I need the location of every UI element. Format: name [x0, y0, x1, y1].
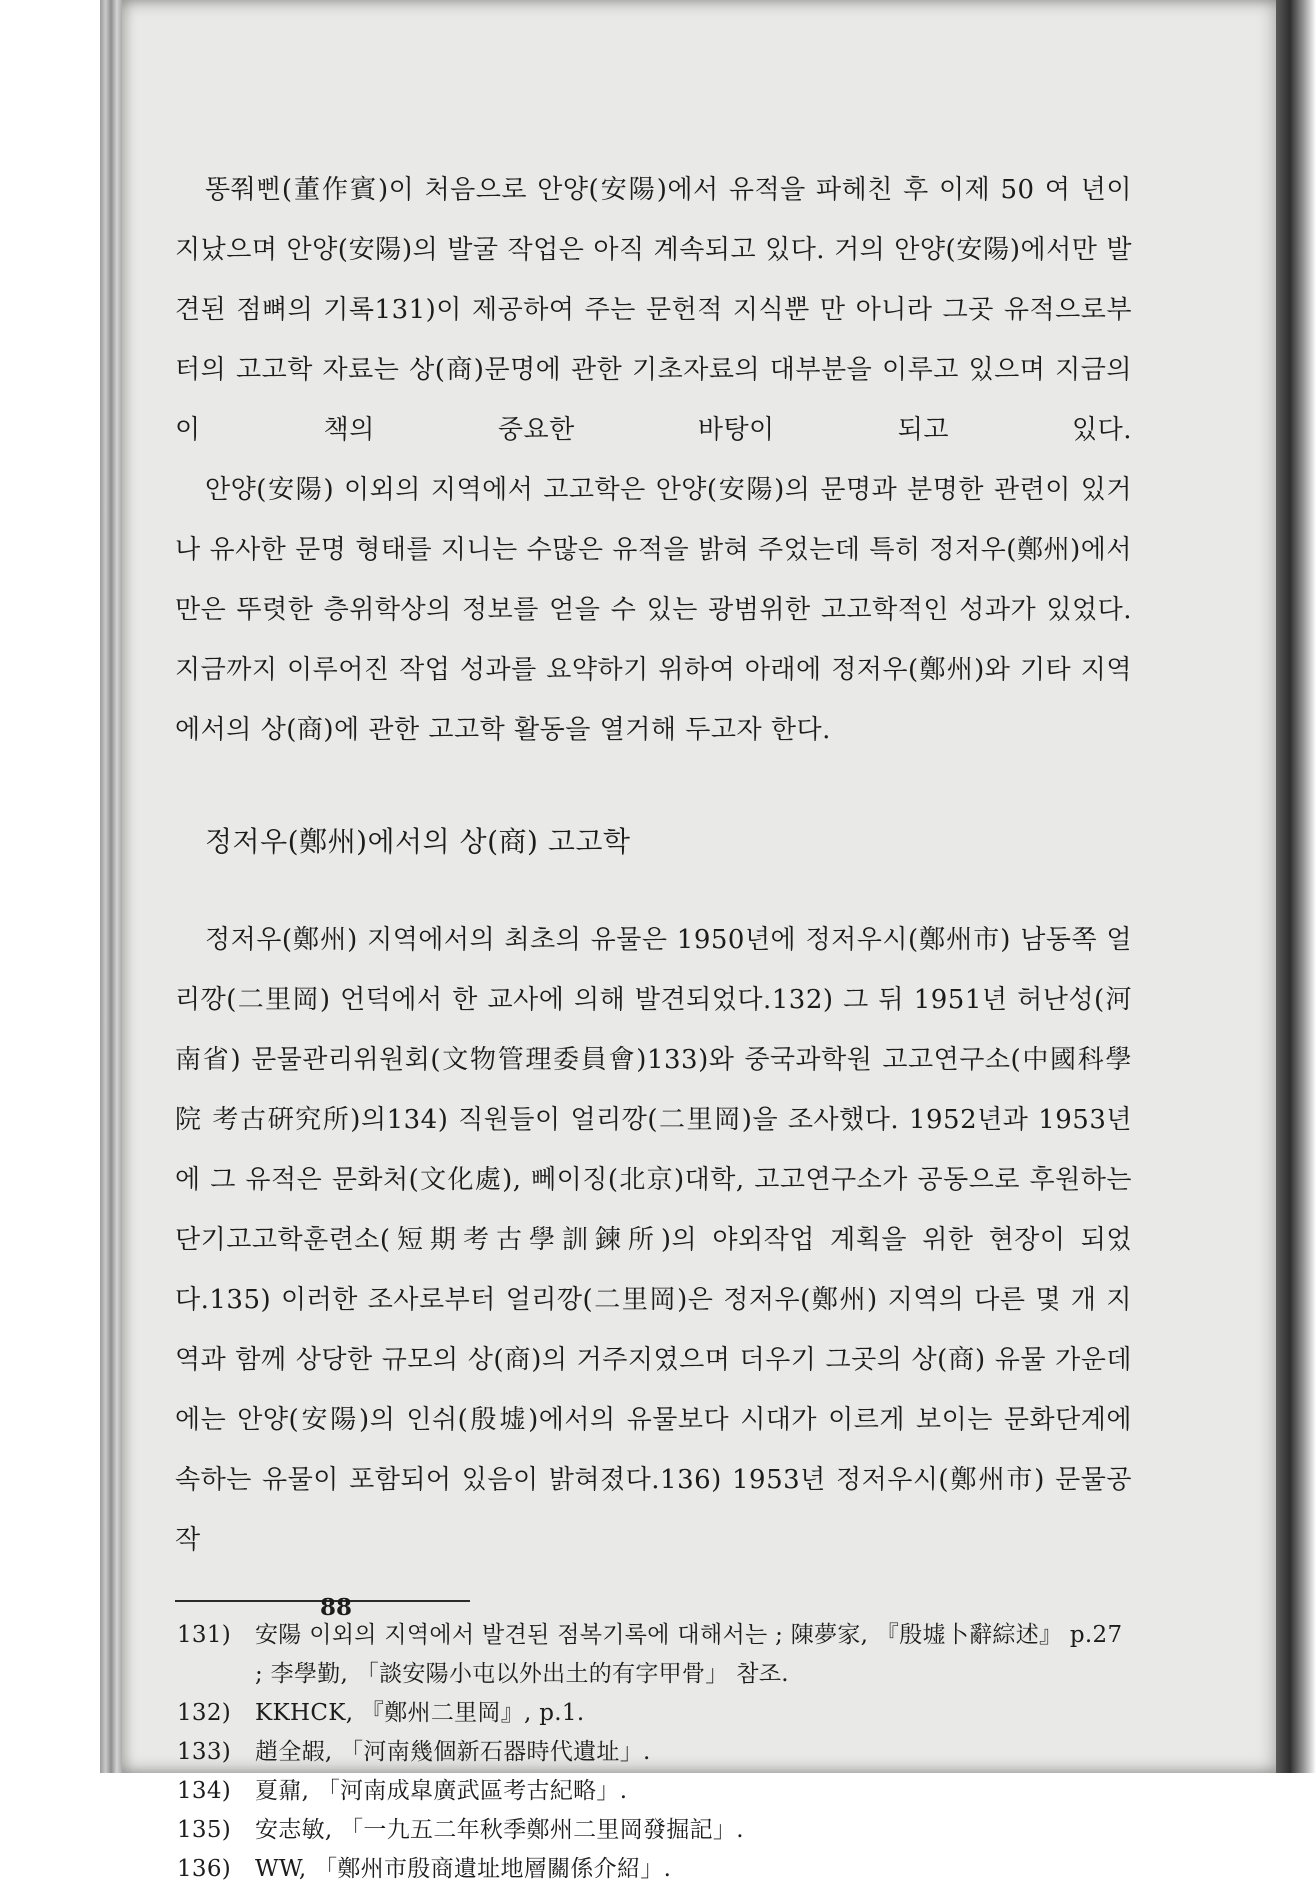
section-body — [175, 910, 1132, 1570]
footnote-132 — [175, 1694, 1132, 1733]
page-number: 88 — [320, 1594, 353, 1621]
footnote-text: 趙全嘏, 「河南幾個新石器時代遺址」. — [255, 1739, 651, 1765]
footnote-text: KKHCK, 『鄭州二里岡』, p.1. — [255, 1700, 585, 1726]
footnote-136 — [175, 1850, 1132, 1889]
page-content — [175, 160, 1132, 1889]
paragraph-1: 똥쭤삔(董作賓)이 처음으로 안양(安陽)에서 유적을 파헤친 후 이제 50 여 년이 지났으며 안양(安陽)의 발굴 작업은 아직 계속되고 있다. 거의 안양(安陽)에서만 발견된 점뼈의 기록131)이 제공하여 주는 문헌적 지식뿐 만 아니라 그곳 유적으로부터의 고고학 자료는 상(商)문명에 관한 기초자료의 대부분을 이루고 있으며 지금의 이 책의 중요한 바탕이 되고 있다. — [175, 175, 1132, 445]
intro-paragraphs — [175, 160, 1132, 760]
footnote-number: 133) — [177, 1739, 232, 1765]
footnote-text: 安陽 이외의 지역에서 발견된 점복기록에 대해서는 ; 陳夢家, 『殷墟卜辭綜述』 p.27 ; 李學勤, 「談安陽小屯以外出土的有字甲骨」 참조. — [255, 1622, 1123, 1687]
footnote-number: 132) — [177, 1700, 232, 1726]
section-paragraph: 정저우(鄭州) 지역에서의 최초의 유물은 1950년에 정저우시(鄭州市) 남동쪽 얼리깡(二里岡) 언덕에서 한 교사에 의해 발견되었다.132) 그 뒤 1951년 허난성(河南省) 문물관리위원회(文物管理委員會)133)와 중국과학원 고고연구소(中國科學院 考古硏究所)의134) 직원들이 얼리깡(二里岡)을 조사했다. 1952년과 1953년에 그 유적은 문화처(文化處), 뻬이징(北京)대학, 고고연구소가 공동으로 후원하는 단기고고학훈련소(短期考古學訓鍊所)의 야외작업 계획을 위한 현장이 되었다.135) 이러한 조사로부터 얼리깡(二里岡)은 정저우(鄭州) 지역의 다른 몇 개 지역과 함께 상당한 규모의 상(商)의 거주지였으며 더우기 그곳의 상(商) 유물 가운데에는 안양(安陽)의 인쉬(殷墟)에서의 유물보다 시대가 이르게 보이는 문화단계에 속하는 유물이 포함되어 있음이 밝혀졌다.136) 1953년 정저우시(鄭州市) 문물공작 — [175, 925, 1132, 1555]
footnote-135 — [175, 1811, 1132, 1850]
footnote-131 — [175, 1616, 1132, 1694]
binding-shadow — [1276, 0, 1316, 1773]
footnote-number: 135) — [177, 1817, 232, 1843]
footnote-134 — [175, 1772, 1132, 1811]
paragraph-2: 안양(安陽) 이외의 지역에서 고고학은 안양(安陽)의 문명과 분명한 관련이 있거나 유사한 문명 형태를 지니는 수많은 유적을 밝혀 주었는데 특히 정저우(鄭州)에서만은 뚜렷한 층위학상의 정보를 얻을 수 있는 광범위한 고고학적인 성과가 있었다. 지금까지 이루어진 작업 성과를 요약하기 위하여 아래에 정저우(鄭州)와 기타 지역에서의 상(商)에 관한 고고학 활동을 열거해 두고자 한다. — [175, 475, 1132, 745]
footnote-number: 134) — [177, 1778, 232, 1804]
footnote-text: WW, 「鄭州市殷商遺址地層關係介紹」. — [255, 1856, 672, 1882]
footnote-133 — [175, 1733, 1132, 1772]
footnote-number: 131) — [177, 1622, 232, 1648]
footnote-text: 安志敏, 「一九五二年秋季鄭州二里岡發掘記」. — [255, 1817, 744, 1843]
section-heading: 정저우(鄭州)에서의 상(商) 고고학 — [205, 825, 631, 858]
footnote-text: 夏鼐, 「河南成皐廣武區考古紀略」. — [255, 1778, 628, 1804]
footnotes — [175, 1616, 1132, 1889]
footnote-number: 136) — [177, 1856, 232, 1882]
